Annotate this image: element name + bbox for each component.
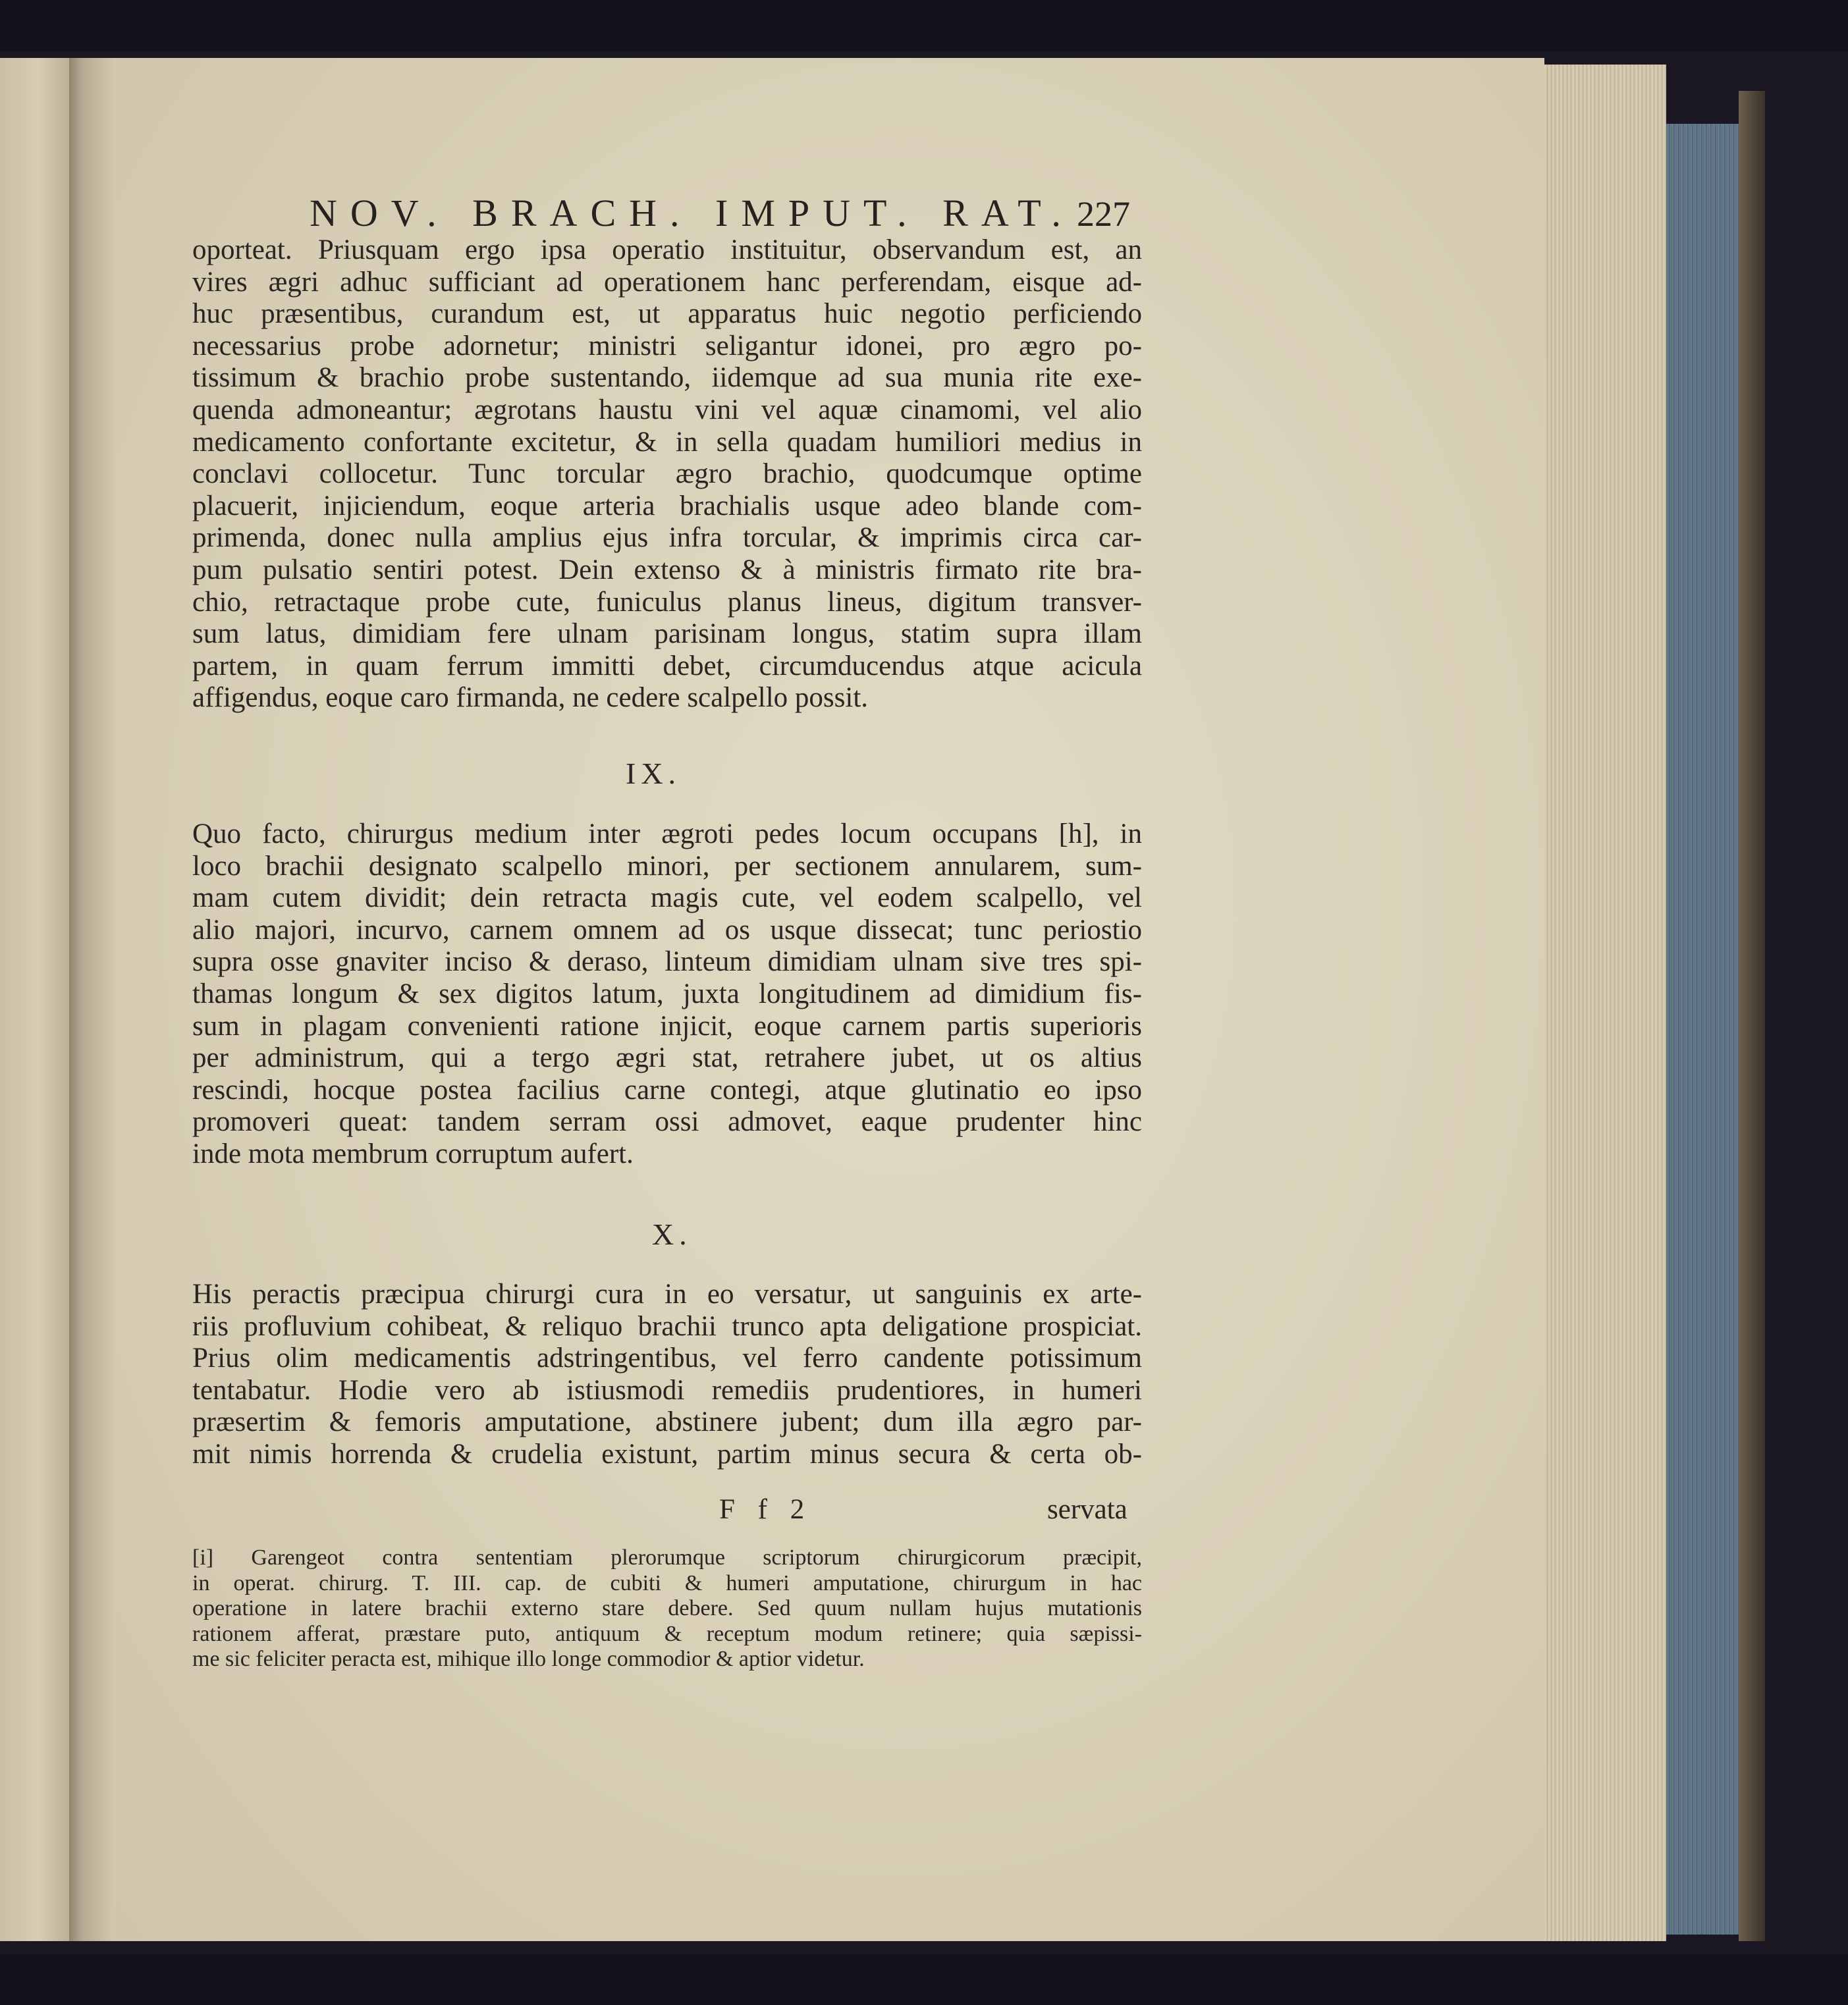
- text-line: mit nimis horrenda & crudelia existunt, partim minus secura & certa ob-: [192, 1438, 1142, 1470]
- text-line: supra osse gnaviter inciso & deraso, linteum dimidiam ulnam sive tres spi-: [192, 946, 1142, 978]
- text-line: præsertim & femoris amputatione, abstinere jubent; dum illa ægro par-: [192, 1406, 1142, 1438]
- text-line: tissimum & brachio probe sustentando, iidemque ad sua munia rite exe-: [192, 362, 1142, 394]
- page-block-stained-edge: [1666, 124, 1739, 1935]
- paragraph-ix: [192, 818, 1142, 1171]
- text-line: riis profluvium cohibeat, & reliquo brachii trunco apta deligatione prospiciat.: [192, 1310, 1142, 1342]
- paragraph-x: [192, 1279, 1142, 1471]
- footnote-line: operatione in latere brachii externo stare debere. Sed quum nullam hujus mutationis: [192, 1596, 1142, 1620]
- text-line: His peractis præcipua chirurgi cura in eo versatur, ut sanguinis ex arte-: [192, 1279, 1142, 1310]
- footnote-line: rationem afferat, præstare puto, antiquum & receptum modum retinere; quia sæpissi-: [192, 1621, 1142, 1646]
- left-page-edge: [0, 58, 70, 1941]
- section-heading-x: X.: [652, 1217, 692, 1251]
- text-line: conclavi collocetur. Tunc torcular ægro brachio, quodcumque optime: [192, 458, 1142, 490]
- page-number: 227: [1077, 194, 1130, 234]
- text-line: primenda, donec nulla amplius ejus infra torcular, & imprimis circa car-: [192, 522, 1142, 554]
- footnote-line: me sic feliciter peracta est, mihique illo longe commodior & aptior videtur.: [192, 1647, 865, 1671]
- text-line: chio, retractaque probe cute, funiculus planus lineus, digitum transver-: [192, 586, 1142, 618]
- text-line: alio majori, incurvo, carnem omnem ad os usque dissecat; tunc periostio: [192, 914, 1142, 946]
- signature-mark: F f 2: [719, 1494, 813, 1525]
- text-line: rescindi, hocque postea facilius carne contegi, atque glutinatio eo ipso: [192, 1074, 1142, 1106]
- text-line: inde mota membrum corruptum aufert.: [192, 1138, 634, 1169]
- text-line: placuerit, injiciendum, eoque arteria brachialis usque adeo blande com-: [192, 490, 1142, 521]
- catchword: servata: [1047, 1494, 1128, 1525]
- text-line: loco brachii designato scalpello minori, per sectionem annularem, sum-: [192, 850, 1142, 882]
- paragraph-1: [192, 234, 1142, 714]
- text-line: per administrum, qui a tergo ægri stat, retrahere jubet, ut os altius: [192, 1042, 1142, 1074]
- book-gutter: [69, 58, 115, 1941]
- text-line: promoveri queat: tandem serram ossi admovet, eaque prudenter hinc: [192, 1106, 1142, 1138]
- footnote-line: [i] Garengeot contra sententiam plerorumque scriptorum chirurgicorum præcipit,: [192, 1545, 1142, 1570]
- text-line: quenda admoneantur; ægrotans haustu vini vel aquæ cinamomi, vel alio: [192, 394, 1142, 425]
- running-head: NOV. BRACH. IMPUT. RAT.: [310, 192, 1074, 234]
- text-line: necessarius probe adornetur; ministri seligantur idonei, pro ægro po-: [192, 330, 1142, 361]
- text-line: huc præsentibus, curandum est, ut apparatus huic negotio perficiendo: [192, 298, 1142, 330]
- text-line: oporteat. Priusquam ergo ipsa operatio instituitur, observandum est, an: [192, 234, 1142, 265]
- page-block-edge: [1544, 65, 1666, 1941]
- text-line: pum pulsatio sentiri potest. Dein extenso & à ministris firmato rite bra-: [192, 554, 1142, 585]
- text-line: affigendus, eoque caro firmanda, ne cedere scalpello possit.: [192, 682, 869, 714]
- book-cover-edge: [1739, 91, 1765, 1941]
- text-line: tentabatur. Hodie vero ab istiusmodi remediis prudentiores, in humeri: [192, 1374, 1142, 1406]
- footnote-line: in operat. chirurg. T. III. cap. de cubiti & humeri amputatione, chirurgum in hac: [192, 1570, 1142, 1595]
- text-line: Quo facto, chirurgus medium inter ægroti pedes locum occupans [h], in: [192, 818, 1142, 849]
- text-line: Prius olim medicamentis adstringentibus, vel ferro candente potissimum: [192, 1343, 1142, 1374]
- section-heading-ix: IX.: [626, 757, 682, 790]
- text-line: sum in plagam convenienti ratione injicit, eoque carnem partis superioris: [192, 1010, 1142, 1042]
- text-line: vires ægri adhuc sufficiant ad operationem hanc perferendam, eisque ad-: [192, 266, 1142, 298]
- text-line: mam cutem dividit; dein retracta magis cute, vel eodem scalpello, vel: [192, 882, 1142, 914]
- text-line: partem, in quam ferrum immitti debet, circumducendus atque acicula: [192, 650, 1142, 682]
- text-line: sum latus, dimidiam fere ulnam parisinam longus, statim supra illam: [192, 618, 1142, 650]
- text-line: medicamento confortante excitetur, & in sella quadam humiliori medius in: [192, 426, 1142, 458]
- footnote: [192, 1545, 1142, 1672]
- text-line: thamas longum & sex digitos latum, juxta longitudinem ad dimidium fis-: [192, 978, 1142, 1009]
